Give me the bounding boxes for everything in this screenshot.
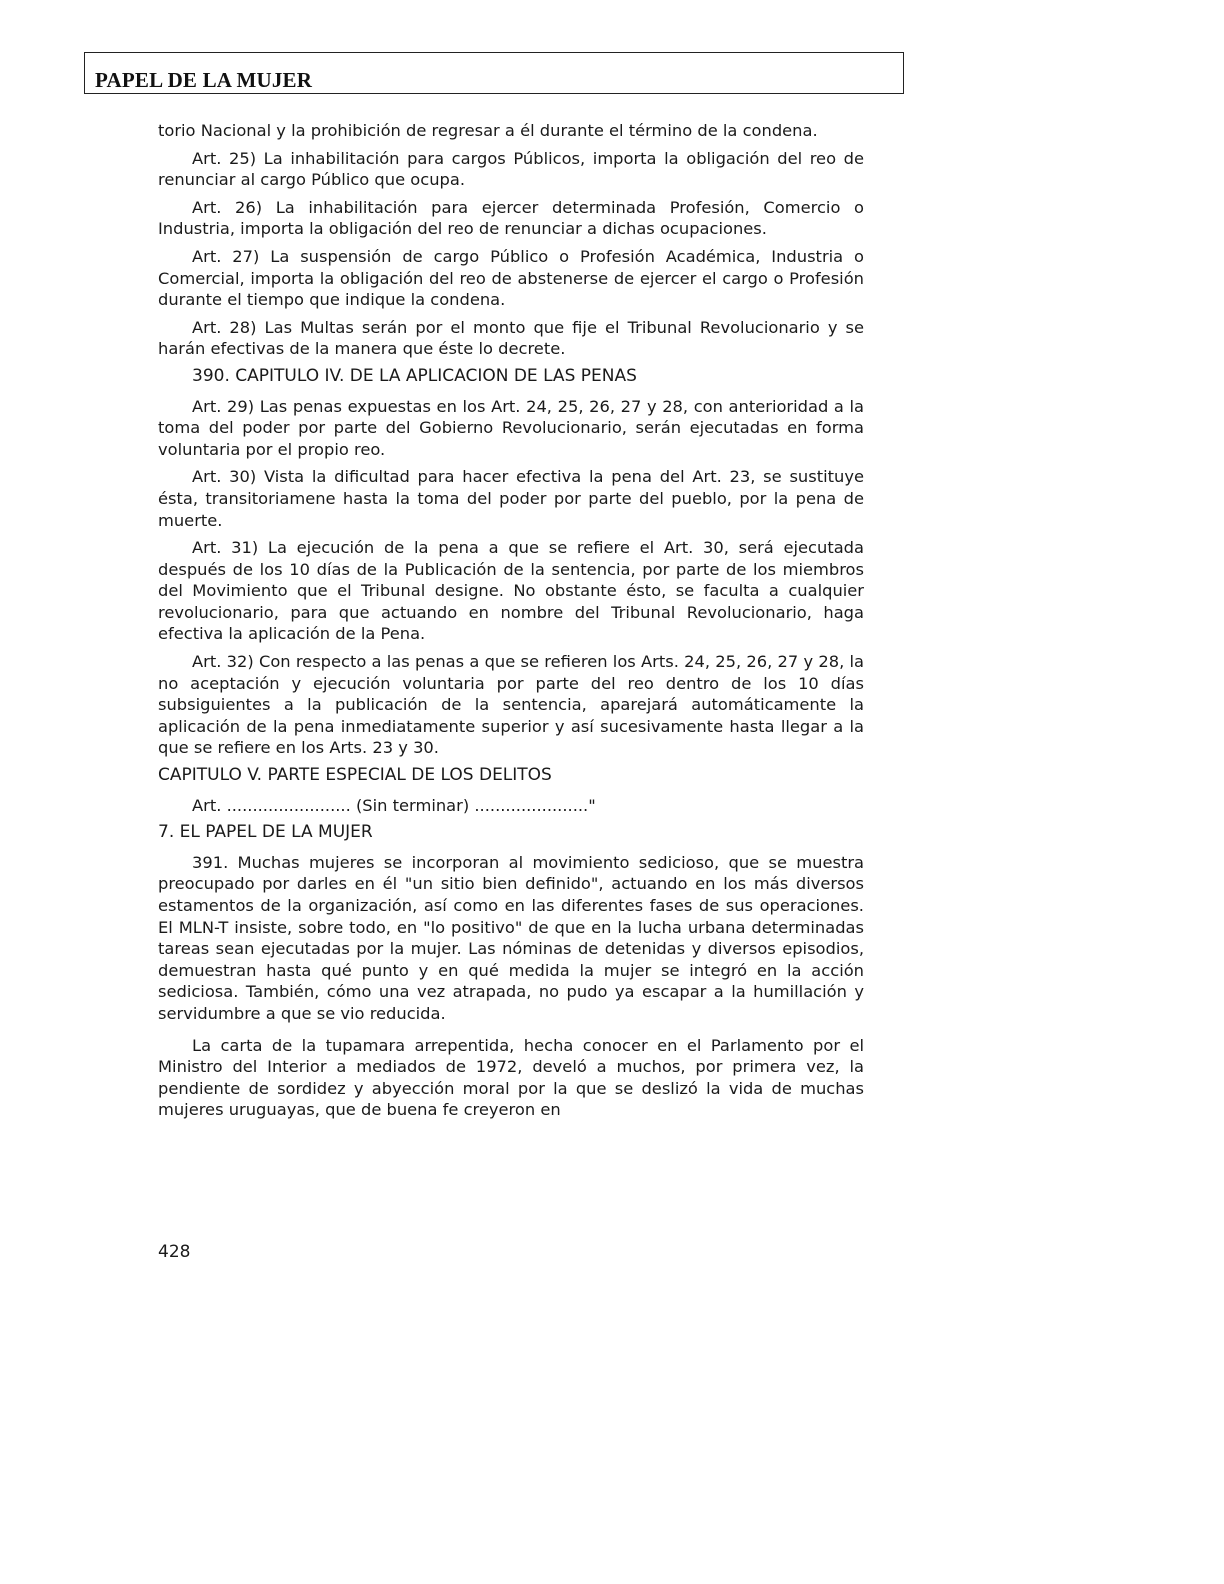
paragraph-art-28: Art. 28) Las Multas serán por el monto que fije el Tribunal Revolucionario y se harán efectivas de la manera que éste lo decrete. [158, 317, 864, 359]
running-header-box [84, 52, 904, 94]
section-heading-capitulo-iv: 390. CAPITULO IV. DE LA APLICACION DE LAS PENAS [192, 365, 637, 386]
section-heading-papel-mujer: 7. EL PAPEL DE LA MUJER [158, 822, 373, 843]
paragraph-art-27: Art. 27) La suspensión de cargo Público o Profesión Académica, Industria o Comercial, importa la obligación del reo de abstenerse de ejercer el cargo o Profesión durante el tiempo que indique la condena. [158, 246, 864, 310]
paragraph-carta-tupamara: La carta de la tupamara arrepentida, hecha conocer en el Parlamento por el Ministro del Interior a mediados de 1972, develó a muchos, por primera vez, la pendiente de sordidez y abyección moral por la que se deslizó la vida de muchas mujeres uruguayas, que de buena fe creyeron en [158, 1035, 864, 1120]
paragraph-art-32: Art. 32) Con respecto a las penas a que se refieren los Arts. 24, 25, 26, 27 y 28, la no aceptación y ejecución voluntaria por parte del reo dentro de los 10 días subsiguientes a la publicación de la sentencia, aparejará automáticamente la aplicación de la pena inmediatamente superior y así sucesivamente hasta llegar a la que se refiere en los Arts. 23 y 30. [158, 652, 864, 758]
body-text [158, 120, 864, 1127]
paragraph-continuation: torio Nacional y la prohibición de regresar a él durante el término de la condena. [158, 121, 818, 140]
paragraph-art-29: Art. 29) Las penas expuestas en los Art. 24, 25, 26, 27 y 28, con anterioridad a la toma del poder por parte del Gobierno Revolucionario, serán ejecutadas en forma voluntaria por el propio reo. [158, 396, 864, 459]
paragraph-art-31: Art. 31) La ejecución de la pena a que se refiere el Art. 30, será ejecutada después de los 10 días de la Publicación de la sentencia, por parte de los miembros del Movimiento que el Tribunal designe. No obstante ésto, se faculta a cualquier revolucionario, para que actuando en nombre del Tribunal Revolucionario, haga efectiva la aplicación de la Pena. [158, 538, 864, 644]
page-number: 428 [158, 1242, 191, 1262]
running-header-title: PAPEL DE LA MUJER [95, 68, 313, 92]
paragraph-391: 391. Muchas mujeres se incorporan al movimiento sedicioso, que se muestra preocupado por darles en él "un sitio bien definido", actuando en los más diversos estamentos de la organización, así como en las diferentes fases de sus operaciones. El MLN-T insiste, sobre todo, en "lo positivo" de que en la lucha urbana determinadas tareas sean ejecutadas por la mujer. Las nóminas de detenidas y diversos episodios, demuestran hasta qué punto y en qué medida la mujer se integró en la acción sediciosa. También, cómo una vez atrapada, no pudo ya escapar a la humillación y servidumbre a que se vio reducida. [158, 852, 864, 1023]
paragraph-art-25: Art. 25) La inhabilitación para cargos Públicos, importa la obligación del reo de renunciar al cargo Público que ocupa. [158, 148, 864, 190]
paragraph-art-unfinished: Art. ........................ (Sin terminar) ......................" [192, 795, 596, 815]
paragraph-art-26: Art. 26) La inhabilitación para ejercer determinada Profesión, Comercio o Industria, importa la obligación del reo de renunciar a dichas ocupaciones. [158, 197, 864, 239]
section-heading-capitulo-v: CAPITULO V. PARTE ESPECIAL DE LOS DELITOS [158, 765, 552, 786]
paragraph-art-30: Art. 30) Vista la dificultad para hacer efectiva la pena del Art. 23, se sustituye ésta, transitoriamene hasta la toma del poder por parte del pueblo, por la pena de muerte. [158, 467, 864, 530]
